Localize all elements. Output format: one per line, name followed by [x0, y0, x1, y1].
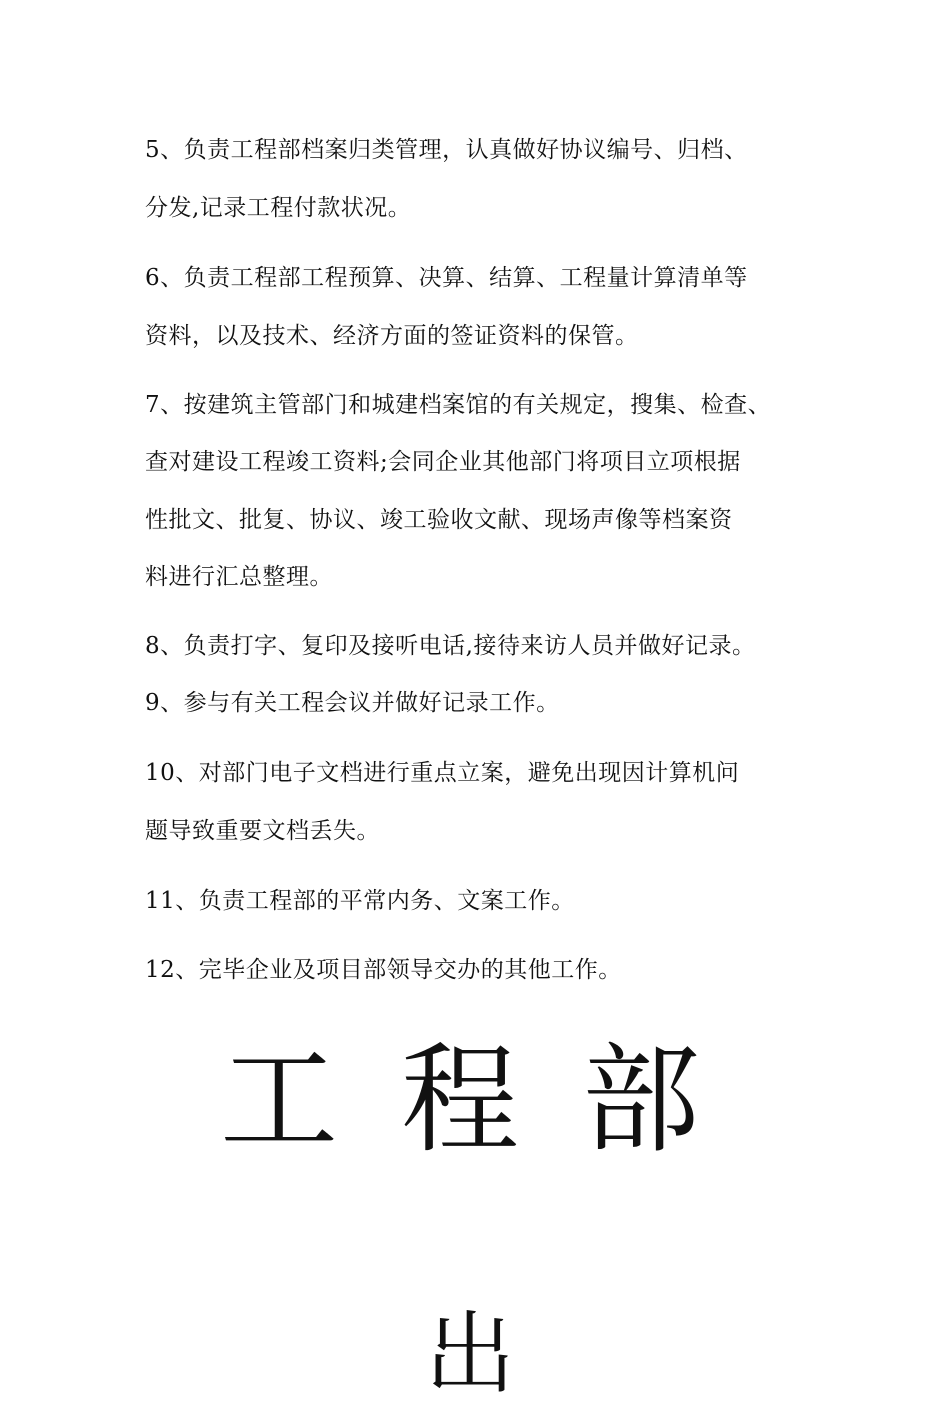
duty-7-line-4: 料进行汇总整理。	[145, 564, 333, 590]
duty-9-line: 9、参与有关工程会议并做好记录工作。	[145, 690, 560, 716]
duty-5-line-1: 5、负责工程部档案归类管理，认真做好协议编号、归档、	[145, 137, 748, 163]
department-title	[220, 1031, 700, 1169]
duty-12-line: 12、完毕企业及项目部领导交办的其他工作。	[145, 957, 622, 983]
duty-6-line-2: 资料，以及技术、经济方面的签证资料的保管。	[145, 323, 639, 349]
duty-10-line-1: 10、对部门电子文档进行重点立案，避免出现因计算机问	[145, 760, 740, 786]
duty-5-line-2: 分发,记录工程付款状况。	[145, 195, 412, 221]
duty-8-line: 8、负责打字、复印及接听电话,接待来访人员并做好记录。	[145, 633, 756, 659]
duty-10-line-2: 题导致重要文档丢失。	[145, 818, 380, 844]
cut-off-character: 出	[425, 1302, 515, 1407]
title-char-1: 工	[220, 1031, 339, 1169]
duty-7-line-2: 查对建设工程竣工资料;会同企业其他部门将项目立项根据	[145, 449, 741, 475]
duty-7-line-3: 性批文、批复、协议、竣工验收文献、现场声像等档案资	[145, 507, 733, 533]
duty-11-line: 11、负责工程部的平常内务、文案工作。	[145, 888, 575, 914]
duty-7-line-1: 7、按建筑主管部门和城建档案馆的有关规定，搜集、检查、	[145, 392, 772, 418]
title-char-2: 程	[400, 1031, 519, 1169]
title-char-3: 部	[581, 1031, 700, 1169]
duty-6-line-1: 6、负责工程部工程预算、决算、结算、工程量计算清单等	[145, 265, 748, 291]
